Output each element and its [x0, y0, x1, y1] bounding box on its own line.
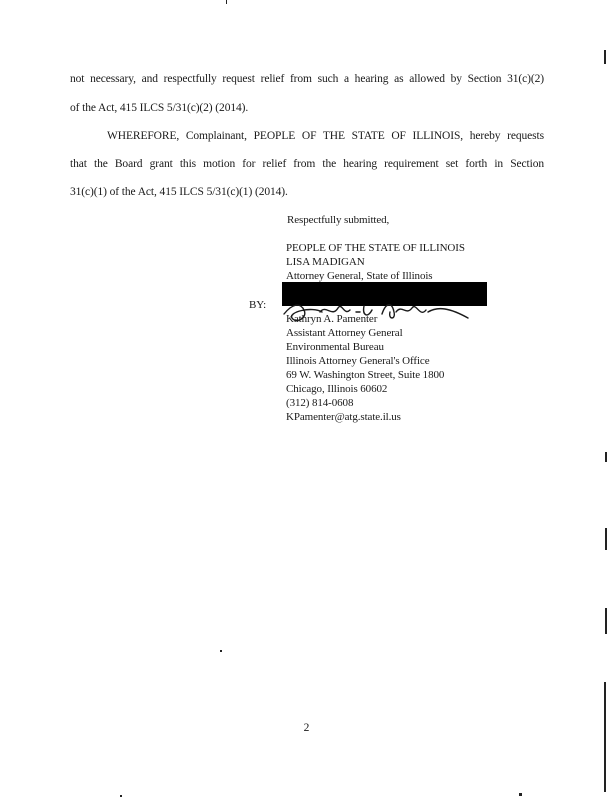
scan-speck [604, 682, 606, 792]
scan-speck [604, 50, 606, 64]
street-address: 69 W. Washington Street, Suite 1800 [286, 369, 445, 381]
city-state-zip: Chicago, Illinois 60602 [286, 383, 388, 395]
page-number: 2 [303, 722, 310, 734]
scan-speck [605, 528, 607, 550]
scan-speck [519, 793, 522, 796]
email-address: KPamenter@atg.state.il.us [286, 411, 401, 423]
paragraph2-line3: 31(c)(1) of the Act, 415 ILCS 5/31(c)(1) (2014). [70, 186, 288, 198]
attorney-general-name: LISA MADIGAN [286, 256, 365, 268]
scan-speck [605, 608, 607, 634]
bureau-name: Environmental Bureau [286, 341, 384, 353]
paragraph2-line2: that the Board grant this motion for relief from the hearing requirement set forth in Section [70, 158, 544, 170]
paragraph1-line1: not necessary, and respectfully request relief from such a hearing as allowed by Section 31(c)(2) [70, 73, 544, 85]
signer-name: Kathryn A. Pamenter [286, 313, 378, 325]
scan-speck [226, 0, 227, 4]
scan-speck [605, 452, 607, 462]
paragraph1-line2: of the Act, 415 ILCS 5/31(c)(2) (2014). [70, 102, 249, 114]
attorney-general-title: Attorney General, State of Illinois [286, 270, 433, 282]
scan-speck [220, 650, 222, 652]
signer-title: Assistant Attorney General [286, 327, 403, 339]
by-label: BY: [249, 299, 267, 311]
party-name: PEOPLE OF THE STATE OF ILLINOIS [286, 242, 465, 254]
office-name: Illinois Attorney General's Office [286, 355, 430, 367]
scan-speck [120, 795, 122, 797]
phone-number: (312) 814-0608 [286, 397, 354, 409]
paragraph2-line1: WHEREFORE, Complainant, PEOPLE OF THE STATE OF ILLINOIS, hereby requests [107, 130, 544, 142]
closing-text: Respectfully submitted, [287, 214, 390, 226]
